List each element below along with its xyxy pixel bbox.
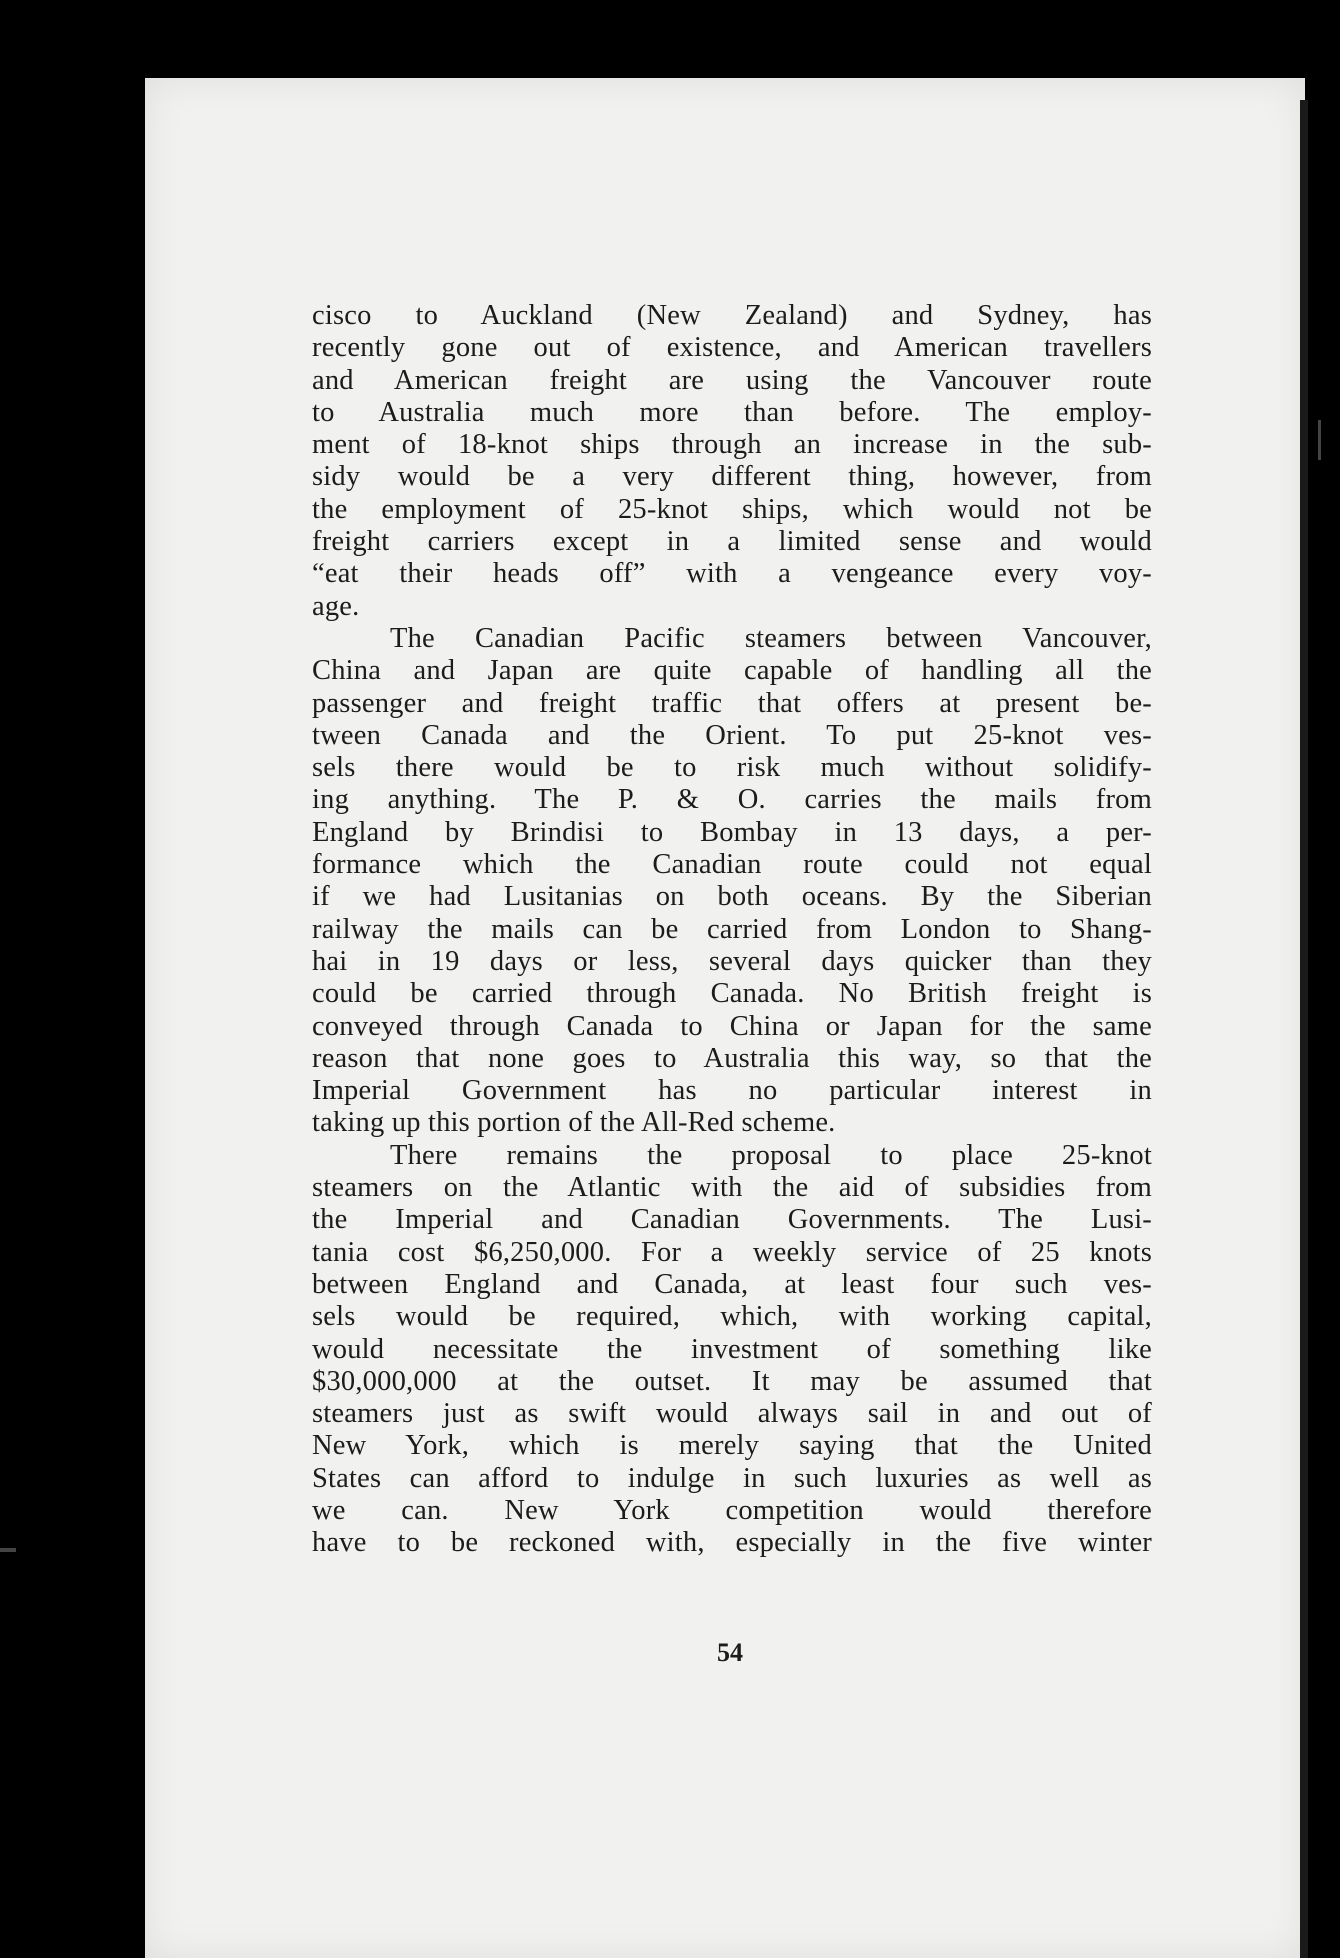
text-line: sels would be required, which, with working capital, bbox=[312, 1301, 1152, 1333]
page-number: 54 bbox=[717, 1638, 743, 1667]
text-line: have to be reckoned with, especially in the five winter bbox=[312, 1527, 1152, 1559]
text-line: Imperial Government has no particular interest in bbox=[312, 1075, 1152, 1107]
text-line: sidy would be a very different thing, however, from bbox=[312, 461, 1152, 493]
text-line: ing anything. The P. & O. carries the mails from bbox=[312, 784, 1152, 816]
text-line: China and Japan are quite capable of handling all the bbox=[312, 655, 1152, 687]
text-line: passenger and freight traffic that offers at present be- bbox=[312, 687, 1152, 719]
text-line: taking up this portion of the All-Red scheme. bbox=[312, 1107, 836, 1139]
text-line: railway the mails can be carried from London to Shang- bbox=[312, 913, 1152, 945]
body-text bbox=[312, 300, 1152, 1560]
text-line: New York, which is merely saying that the United bbox=[312, 1430, 1152, 1462]
text-line: to Australia much more than before. The employ- bbox=[312, 396, 1152, 428]
text-line: ment of 18-knot ships through an increase in the sub- bbox=[312, 429, 1152, 461]
text-line: steamers on the Atlantic with the aid of subsidies from bbox=[312, 1172, 1152, 1204]
margin-mark bbox=[0, 1548, 16, 1552]
text-line: and American freight are using the Vancouver route bbox=[312, 364, 1152, 396]
text-line: conveyed through Canada to China or Japan for the same bbox=[312, 1010, 1152, 1042]
text-line: recently gone out of existence, and American travellers bbox=[312, 332, 1152, 364]
text-line: tania cost $6,250,000. For a weekly service of 25 knots bbox=[312, 1236, 1152, 1268]
text-line: between England and Canada, at least four such ves- bbox=[312, 1268, 1152, 1300]
margin-mark bbox=[1318, 420, 1321, 460]
text-line: would necessitate the investment of something like bbox=[312, 1333, 1152, 1365]
text-line: $30,000,000 at the outset. It may be assumed that bbox=[312, 1365, 1152, 1397]
text-line: “eat their heads off” with a vengeance every voy- bbox=[312, 558, 1152, 590]
text-line: age. bbox=[312, 590, 360, 622]
text-line: sels there would be to risk much without solidify- bbox=[312, 752, 1152, 784]
paragraph-first-line: The Canadian Pacific steamers between Vancouver, bbox=[390, 622, 1152, 654]
text-line: cisco to Auckland (New Zealand) and Sydney, has bbox=[312, 300, 1152, 331]
text-line: the employment of 25-knot ships, which would not be bbox=[312, 493, 1152, 525]
text-line: formance which the Canadian route could not equal bbox=[312, 849, 1152, 881]
text-line: hai in 19 days or less, several days quicker than they bbox=[312, 945, 1152, 977]
text-line: freight carriers except in a limited sense and would bbox=[312, 526, 1152, 558]
text-line: England by Brindisi to Bombay in 13 days, a per- bbox=[312, 816, 1152, 848]
page-edge-shadow bbox=[1300, 100, 1308, 1958]
text-line: tween Canada and the Orient. To put 25-knot ves- bbox=[312, 719, 1152, 751]
text-line: States can afford to indulge in such luxuries as well as bbox=[312, 1462, 1152, 1494]
text-line: could be carried through Canada. No British freight is bbox=[312, 978, 1152, 1010]
paragraph-first-line: There remains the proposal to place 25-knot bbox=[390, 1139, 1152, 1171]
text-line: reason that none goes to Australia this way, so that the bbox=[312, 1042, 1152, 1074]
text-line: steamers just as swift would always sail in and out of bbox=[312, 1398, 1152, 1430]
text-line: the Imperial and Canadian Governments. The Lusi- bbox=[312, 1204, 1152, 1236]
text-line: if we had Lusitanias on both oceans. By the Siberian bbox=[312, 881, 1152, 913]
text-line: we can. New York competition would therefore bbox=[312, 1494, 1152, 1526]
